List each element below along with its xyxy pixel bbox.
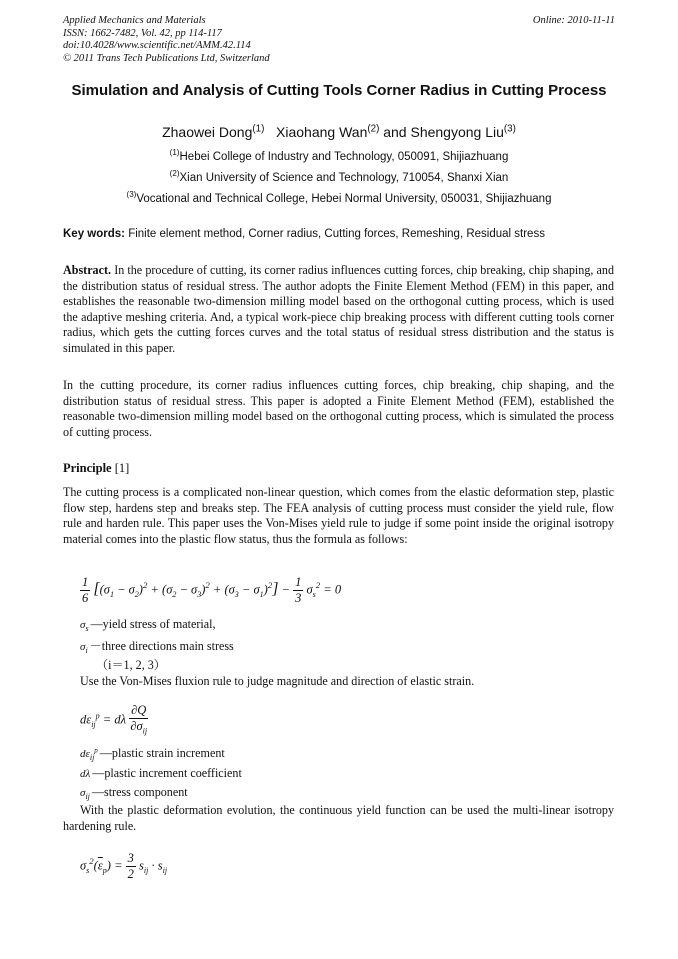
partial-derivative-fraction: $\frac{\partial Q}{\partial\sigma_{ij}}$ [130, 703, 148, 736]
doi-line: doi:10.4028/www.scientific.net/AMM.42.114 [63, 40, 251, 51]
issn-line: ISSN: 1662-7482, Vol. 42, pp 114-117 [63, 27, 222, 39]
affiliation-text: Hebei College of Industry and Technology, 050091, Shijiazhuang [179, 151, 509, 163]
affiliation [63, 169, 615, 184]
principle-paragraph: The cutting process is a complicated non-linear question, which comes from the elastic deformation step, plastic flow step, hardens step and breaks step. The FEA analysis of cutting process must consider the yield rule, flow rule and harden rule. This paper uses the Von-Mises yield rule to judge if some point inside the original isotropy material comes into the plastic flow status, thus the formula as follows: [63, 485, 614, 546]
affiliation-mark: (1) [169, 148, 180, 158]
journal-name: Applied Mechanics and Materials [63, 15, 206, 26]
author-mark: (3) [503, 123, 516, 135]
definition-text: —plastic increment coefficient [92, 766, 242, 780]
affiliation [63, 148, 615, 163]
author-name: Shengyong Liu [410, 124, 504, 140]
online-date: Online: 2010-11-11 [532, 15, 615, 26]
definition-item: $\sigma_s$ —yield stress of material, [80, 617, 216, 634]
definition-text: －three directions main stress [89, 639, 234, 653]
section-ref: [1] [114, 461, 130, 475]
definition-text: —plastic strain increment [99, 746, 225, 760]
keywords-text: Finite element method, Corner radius, Cutting forces, Remeshing, Residual stress [128, 228, 545, 240]
author-mark: (2) [367, 123, 380, 135]
von-mises-equation: $\frac{1}{6}$ $[(\sigma_1 - \sigma_2)^2 + (\sigma_2 - \sigma_3)^2 + (\sigma_3 - \sigma_1)^2]$ − $\frac{1}{3}$ $\sigma_s^2 = 0$ [82, 575, 342, 605]
index-note: （i＝1, 2, 3） [96, 658, 166, 672]
flow-rule-equation: $d\varepsilon_{ij}^p = d\lambda$ $\frac{\partial Q}{\partial\sigma_{ij}}$ [80, 703, 148, 739]
abstract-label: Abstract. [63, 263, 112, 277]
affiliation-mark: (2) [169, 169, 180, 179]
affiliation [63, 190, 615, 205]
definition-text: —yield stress of material, [90, 617, 216, 631]
hardening-equation: $\sigma_s^2(\overline{\varepsilon}_p)$ = $\frac{3}{2}$ $s_{ij} \cdot s_{ij}$ [80, 851, 168, 881]
fraction-three-halves: $\frac{3}{2}$ [127, 851, 134, 881]
author-name: Zhaowei Dong [162, 124, 253, 140]
definition-item: $\sigma_{ij}$ —stress component [80, 785, 188, 802]
affiliation-text: Vocational and Technical College, Hebei Normal University, 050031, Shijiazhuang [136, 193, 552, 205]
abstract [63, 263, 614, 356]
fluxion-paragraph: Use the Von-Mises fluxion rule to judge magnitude and direction of elastic strain. [80, 674, 475, 688]
keywords-label: Key words: [63, 228, 125, 240]
section-title: Principle [63, 461, 112, 475]
section-heading [63, 461, 129, 476]
authors-conjunction: and [383, 124, 407, 140]
hardening-paragraph: With the plastic deformation evolution, the continuous yield function can be used the multi-linear isotropy hardening rule. [63, 803, 614, 833]
fraction-one-third: $\frac{1}{3}$ [295, 575, 302, 605]
fraction-one-sixth: $\frac{1}{6}$ [82, 575, 89, 605]
abstract-text: In the procedure of cutting, its corner radius influences cutting forces, chip breaking, chip shaping, and the distribution status of residual stress. The author adopts the Finite Element Method (FEM) in this paper, and establishes the reasonable two-dimension milling model based on the orthogonal cutting process, which is used the adaptive meshing criteria. And, a typical work-piece chip breaking process with different cutting tools corner radius, which gets the cutting forces curves and the total status of residual stress distribution and the status is simulated in this paper. [63, 263, 614, 355]
definition-text: —stress component [91, 785, 188, 799]
definition-item: $d\varepsilon_{ij}^p$ —plastic strain increment [80, 746, 225, 763]
definition-item: dλ —plastic increment coefficient [80, 766, 242, 780]
author-list [63, 124, 615, 140]
author-name: Xiaohang Wan [276, 124, 368, 140]
copyright-line: © 2011 Trans Tech Publications Ltd, Switzerland [63, 52, 270, 64]
author-mark: (1) [252, 123, 265, 135]
intro-paragraph: In the cutting procedure, its corner radius influences cutting forces, chip breaking, chip shaping, and the distribution status of residual stress. This paper is adopted a Finite Element Method (FEM), established the reasonable two-dimension milling model based on the orthogonal cutting process, which is simulated the process of cutting process. [63, 378, 614, 439]
keywords [63, 228, 615, 240]
affiliation-mark: (3) [126, 190, 137, 200]
journal-header [63, 15, 615, 65]
definition-item: $\sigma_i$ －three directions main stress [80, 639, 234, 656]
affiliation-text: Xian University of Science and Technology, 710054, Shanxi Xian [179, 172, 509, 184]
paper-title: Simulation and Analysis of Cutting Tools Corner Radius in Cutting Process [71, 82, 607, 99]
